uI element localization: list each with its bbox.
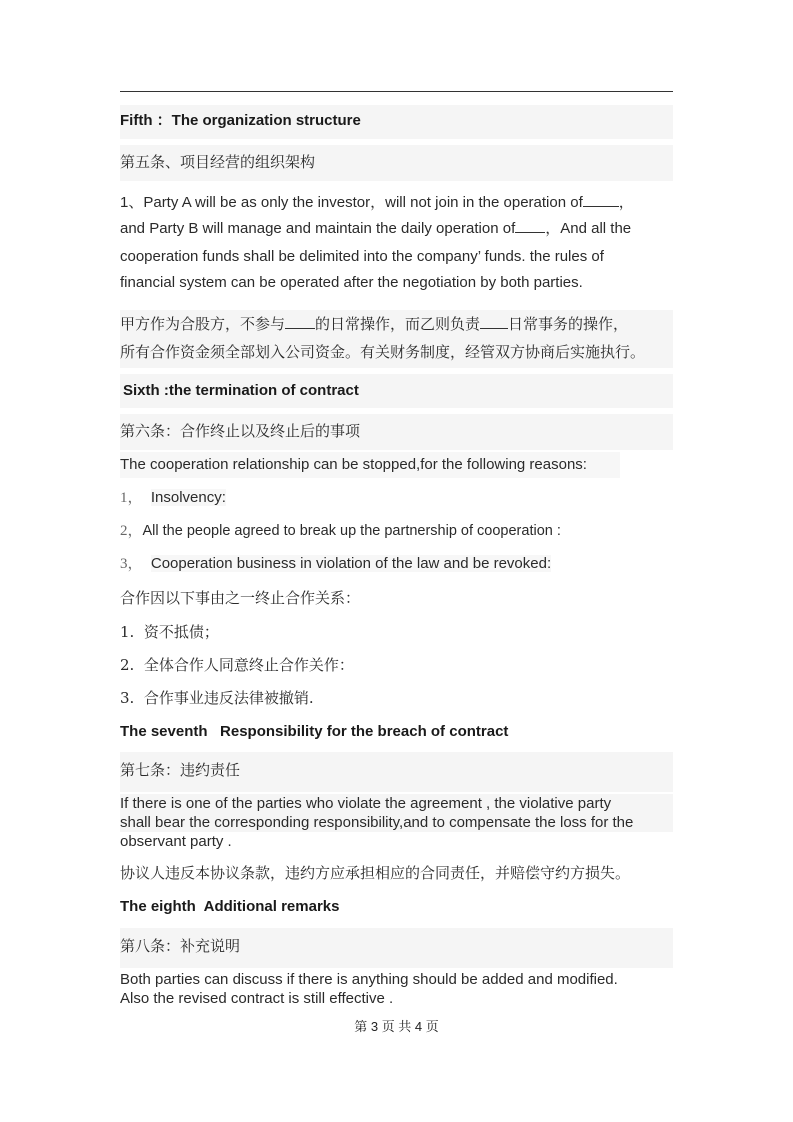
fifth-en-line-3: cooperation funds shall be delimited into the company’ funds. the rules of	[120, 248, 604, 265]
section-heading-seventh-zh: 第七条：违约责任	[120, 752, 673, 792]
seventh-en-line-3: observant party .	[120, 833, 232, 850]
seventh-en-line-2: shall bear the corresponding responsibility,and to compensate the loss for the	[120, 813, 673, 832]
fifth-en-line-4: financial system can be operated after the negotiation by both parties.	[120, 274, 583, 291]
fifth-zh-line-2: 所有合作资金须全部划入公司资金。有关财务制度，经管双方协商后实施执行。	[120, 338, 673, 368]
sixth-reason-zh-2: 2. 全体合作人同意终止合作关作：	[120, 656, 354, 674]
sixth-intro: The cooperation relationship can be stopped,for the following reasons:	[120, 452, 620, 478]
sixth-intro-zh: 合作因以下事由之一终止合作关系：	[120, 589, 361, 607]
sixth-reason-1: 1， Insolvency:	[120, 489, 226, 506]
sixth-reason-2: 2，All the people agreed to break up the partnership of cooperation :	[120, 523, 561, 539]
section-heading-fifth: Fifth ：The organization structure	[120, 105, 673, 139]
sixth-reason-zh-3: 3. 合作事业违反法律被撤销.	[120, 689, 314, 707]
sixth-reason-3: 3， Cooperation business in violation of the law and be revoked:	[120, 555, 552, 572]
section-heading-sixth-zh: 第六条：合作终止以及终止后的事项	[120, 414, 673, 450]
seventh-en-line-1: If there is one of the parties who violate the agreement , the violative party	[120, 794, 673, 813]
section-heading-eighth: The eighth Additional remarks	[120, 898, 340, 915]
fifth-en-line-1: 1、Party A will be as only the investor，will not join in the operation of ，	[120, 194, 634, 211]
section-heading-eighth-zh: 第八条：补充说明	[120, 928, 673, 968]
fifth-zh-line-1: 甲方作为合股方，不参与 的日常操作，而乙则负责 日常事务的操作，	[120, 310, 673, 338]
fifth-en-line-2: and Party B will manage and maintain the daily operation of ，And all the	[120, 220, 632, 237]
section-heading-seventh: The seventh Responsibility for the breach of contract	[120, 723, 509, 740]
fill-blank	[285, 314, 315, 329]
fill-blank	[480, 314, 508, 329]
section-heading-fifth-zh: 第五条、项目经营的组织架构	[120, 145, 673, 181]
seventh-zh: 协议人违反本协议条款，违约方应承担相应的合同责任，并赔偿守约方损失。	[120, 864, 631, 882]
sixth-reason-zh-1: 1. 资不抵债；	[120, 623, 219, 641]
section-heading-sixth: Sixth :the termination of contract	[120, 374, 673, 408]
eighth-en-line-1: Both parties can discuss if there is anything should be added and modified.	[120, 971, 618, 988]
fill-blank	[583, 192, 619, 207]
eighth-en-line-2: Also the revised contract is still effective .	[120, 990, 394, 1007]
page-footer: 第 3 页 共 4 页	[354, 1019, 439, 1034]
header-rule	[120, 91, 673, 92]
fill-blank	[515, 218, 545, 233]
